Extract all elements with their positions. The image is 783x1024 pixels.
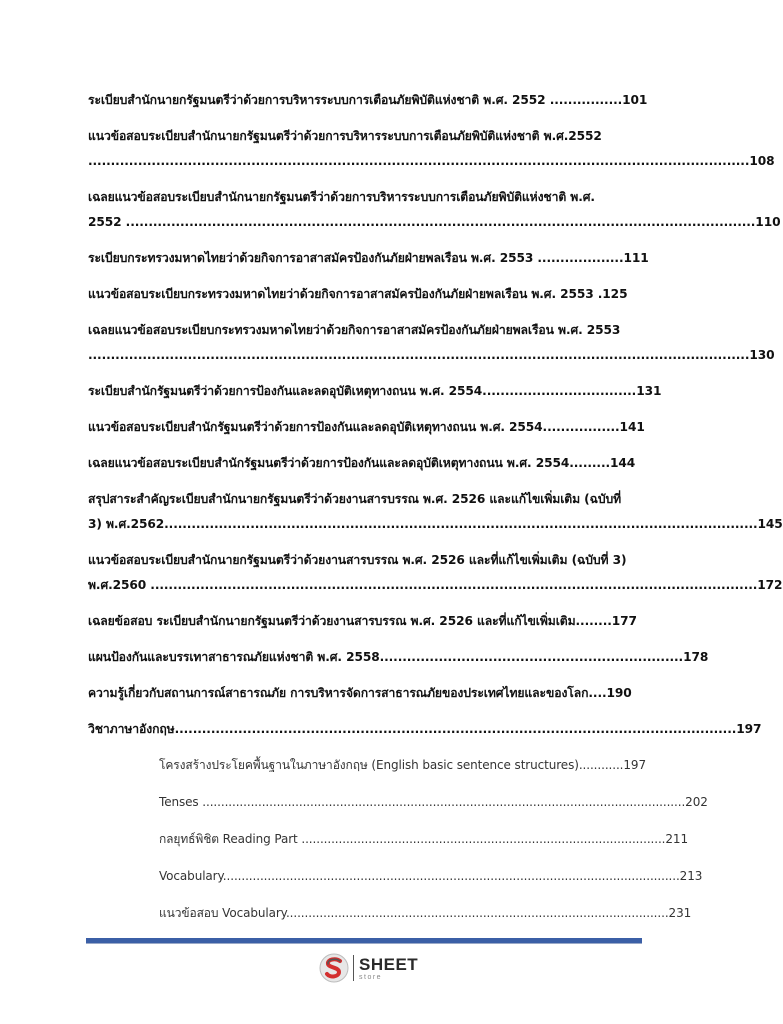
toc-subentry-sentence-structures[interactable] [159,753,647,778]
table-of-contents [88,88,783,938]
toc-entry-line: เฉลยแนวข้อสอบระเบียบสำนักรัฐมนตรีว่าด้วยการป้องกันและลดอุบัติเหตุทางถนน พ.ศ. 2554.........144 [88,456,636,470]
toc-entry-141[interactable] [88,415,645,440]
toc-entry-125[interactable] [88,282,636,307]
toc-entry-197[interactable] [88,717,762,742]
toc-entry-line: แนวข้อสอบระเบียบกระทรวงมหาดไทยว่าด้วยกิจการอาสาสมัครป้องกันภัยฝ่ายพลเรือน พ.ศ. 2553 .125 [88,287,628,301]
toc-entry-line: เฉลยแนวข้อสอบระเบียบสำนักนายกรัฐมนตรีว่าด้วยการบริหารระบบการเตือนภัยพิบัติแห่งชาติ พ.ศ. [88,190,595,204]
toc-entry-line: เฉลยข้อสอบ ระเบียบสำนักนายกรัฐมนตรีว่าด้วยงานสารบรรณ พ.ศ. 2526 และที่แก้ไขเพิ่มเติม........177 [88,614,637,628]
toc-entry-line: กลยุทธ์พิชิต Reading Part ..................................................................................................211 [159,832,688,846]
toc-entry-line: เฉลยแนวข้อสอบระเบียบกระทรวงมหาดไทยว่าด้วยกิจการอาสาสมัครป้องกันภัยฝ่ายพลเรือน พ.ศ. 2553 [88,323,621,337]
toc-entry-line: Vocabulary...........................................................................................................................213 [159,869,703,883]
toc-entry-178[interactable] [88,645,709,670]
toc-subentry-tenses[interactable] [159,790,708,815]
footer-divider [86,938,642,943]
sheet-store-logo [318,951,418,985]
toc-entry-line: ความรู้เกี่ยวกับสถานการณ์สาธารณภัย การบริหารจัดการสาธารณภัยของประเทศไทยและของโลก....190 [88,686,632,700]
toc-entry-line: ..................................................................................................................................................130 [88,348,775,362]
toc-entry-190[interactable] [88,681,636,706]
toc-entry-line: แนวข้อสอบ Vocabulary.......................................................................................................231 [159,906,692,920]
toc-entry-131[interactable] [88,379,662,404]
toc-entry-line: สรุปสาระสำคัญระเบียบสำนักนายกรัฐมนตรีว่าด้วยงานสารบรรณ พ.ศ. 2526 และแก้ไขเพิ่มเติม (ฉบับที่ [88,492,622,506]
toc-entry-line: วิชาภาษาอังกฤษ............................................................................................................................197 [88,722,762,736]
toc-entry-177[interactable] [88,609,636,634]
toc-entry-111[interactable] [88,246,649,271]
toc-entry-line: ระเบียบสำนักนายกรัฐมนตรีว่าด้วยการบริหารระบบการเตือนภัยพิบัติแห่งชาติ พ.ศ. 2552 ................101 [88,93,648,107]
toc-entry-108[interactable] [88,124,775,174]
toc-entry-line: พ.ศ.2560 ......................................................................................................................................172 [88,578,783,592]
toc-entry-130[interactable] [88,318,775,368]
toc-entry-110[interactable] [88,185,781,235]
toc-subentry-vocabulary[interactable] [159,864,703,889]
toc-entry-145[interactable] [88,487,783,537]
toc-entry-172[interactable] [88,548,783,598]
toc-entry-line: แนวข้อสอบระเบียบสำนักรัฐมนตรีว่าด้วยการป้องกันและลดอุบัติเหตุทางถนน พ.ศ. 2554.................141 [88,420,645,434]
toc-entry-line: ระเบียบกระทรวงมหาดไทยว่าด้วยกิจการอาสาสมัครป้องกันภัยฝ่ายพลเรือน พ.ศ. 2553 ...................111 [88,251,649,265]
toc-entry-101[interactable] [88,88,648,113]
toc-subentry-vocabulary-exam[interactable] [159,901,692,926]
toc-entry-line: แผนป้องกันและบรรเทาสาธารณภัยแห่งชาติ พ.ศ. 2558...................................................................178 [88,650,709,664]
logo-text [359,956,418,981]
logo-separator [353,955,354,981]
logo-word: SHEET [359,954,419,974]
toc-entry-line: ..................................................................................................................................................108 [88,154,775,168]
toc-entry-line: 3) พ.ศ.2562...................................................................................................................................145 [88,517,783,531]
toc-entry-line: Tenses ..................................................................................................................................202 [159,795,708,809]
toc-subentry-reading[interactable] [159,827,688,852]
toc-entry-line: 2552 ...........................................................................................................................................110 [88,215,781,229]
sheet-logo-icon [318,952,350,984]
toc-entry-line: แนวข้อสอบระเบียบสำนักนายกรัฐมนตรีว่าด้วยการบริหารระบบการเตือนภัยพิบัติแห่งชาติ พ.ศ.2552 [88,129,602,143]
toc-entry-line: แนวข้อสอบระเบียบสำนักนายกรัฐมนตรีว่าด้วยงานสารบรรณ พ.ศ. 2526 และที่แก้ไขเพิ่มเติม (ฉบับที่ 3) [88,553,627,567]
toc-entry-line: ระเบียบสำนักรัฐมนตรีว่าด้วยการป้องกันและลดอุบัติเหตุทางถนน พ.ศ. 2554..................................131 [88,384,662,398]
toc-entry-144[interactable] [88,451,636,476]
toc-entry-line: โครงสร้างประโยคพื้นฐานในภาษาอังกฤษ (English basic sentence structures)............197 [159,758,647,772]
logo-subtitle: store [359,973,383,981]
